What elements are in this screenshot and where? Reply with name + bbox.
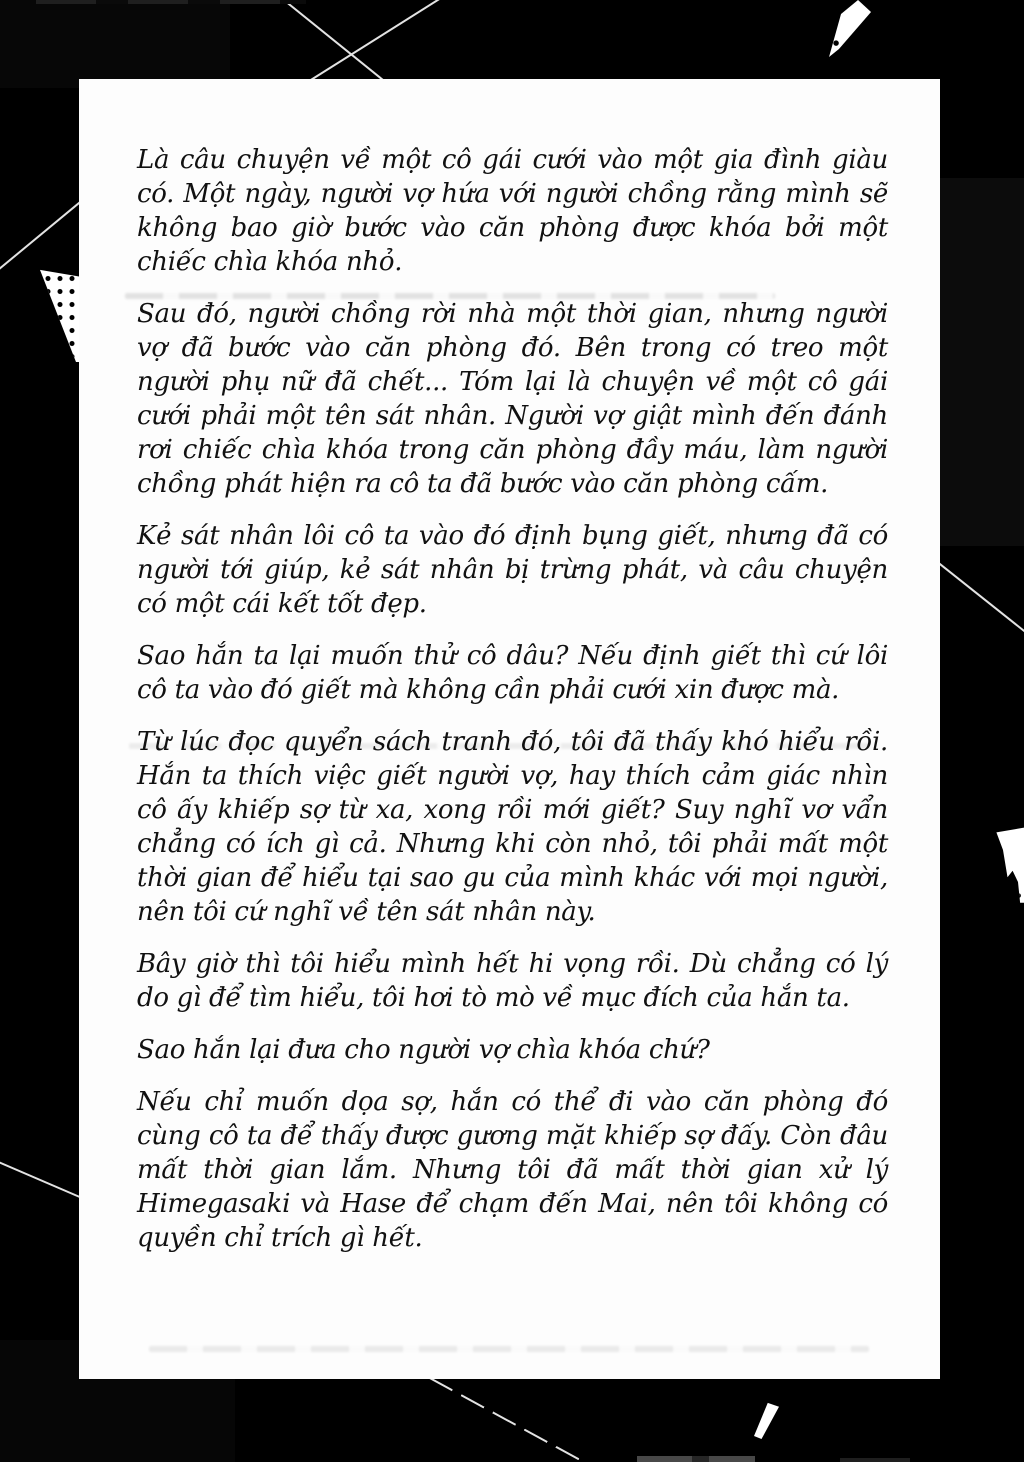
scan-edge-marks-bottom — [637, 1456, 755, 1462]
scan-edge-marks-bottom — [840, 1458, 910, 1462]
bleed-through-ghost-line — [125, 293, 775, 299]
paragraph: Sau đó, người chồng rời nhà một thời gian, nhưng người vợ đã bước vào căn phòng đó. Bên trong có treo một người phụ nữ đã chết... Tóm lại là chuyện về một cô gái cưới phải một tên sát nhân. Người vợ giật mình đến đánh rơi chiếc chìa khóa trong căn phòng đầy máu, làm người chồng phát hiện ra cô ta đã bước vào căn phòng cấm. — [137, 299, 888, 499]
background-patch — [0, 0, 230, 88]
spiky-shard-decoration-right — [994, 826, 1024, 906]
paragraph: Bây giờ thì tôi hiểu mình hết hi vọng rồi. Dù chẳng có lý do gì để tìm hiểu, tôi hơi tò mò về mục đích của hắn ta. — [137, 949, 888, 1013]
scan-edge-marks-top — [36, 0, 306, 4]
paragraph: Sao hắn ta lại muốn thử cô dâu? Nếu định giết thì cứ lôi cô ta vào đó giết mà không cần phải cưới xin được mà. — [137, 641, 888, 705]
paragraph: Từ lúc đọc quyển sách tranh đó, tôi đã thấy khó hiểu rồi. Hắn ta thích việc giết người vợ, hay thích cảm giác nhìn cô ấy khiếp sợ từ xa, xong rồi mới giết? Suy nghĩ vơ vẩn chẳng có ích gì cả. Nhưng khi còn nhỏ, tôi phải mất một thời gian để hiểu tại sao gu của mình khác với mọi người, nên tôi cứ nghĩ về tên sát nhân này. — [137, 727, 888, 927]
scratch-line-right — [938, 562, 1024, 638]
bleed-through-ghost-line — [149, 1346, 869, 1352]
paragraph: Nếu chỉ muốn dọa sợ, hắn có thể đi vào căn phòng đó cùng cô ta để thấy được gương mặt khiếp sợ đấy. Còn đâu mất thời gian lắm. Nhưng tôi đã mất thời gian xử lý Himegasaki và Hase để chạm đến Mai, nên tôi không có quyền chỉ trích gì hết. — [137, 1087, 888, 1253]
scratch-line-cross-a — [277, 0, 393, 88]
kite-shard-decoration-top-right — [826, 0, 874, 58]
scratch-line-cross-b — [293, 0, 453, 92]
bleed-through-ghost-line — [129, 743, 874, 749]
background-patch — [940, 178, 1024, 546]
page-panel — [79, 79, 940, 1379]
paragraph: Là câu chuyện về một cô gái cưới vào một gia đình giàu có. Một ngày, người vợ hứa với người chồng rằng mình sẽ không bao giờ bước vào căn phòng được khóa bởi một chiếc chìa khóa nhỏ. — [137, 145, 888, 277]
paragraph: Kẻ sát nhân lôi cô ta vào đó định bụng giết, nhưng đã có người tới giúp, kẻ sát nhân bị trừng phát, và câu chuyện có một cái kết tốt đẹp. — [137, 521, 888, 619]
text-block — [79, 79, 940, 1273]
scratch-line-left-lower — [0, 1159, 82, 1199]
scratch-line-left-upper — [0, 196, 87, 273]
paragraph: Sao hắn lại đưa cho người vợ chìa khóa chứ? — [137, 1035, 710, 1065]
wedge-shard-decoration-bottom — [754, 1401, 779, 1439]
scratch-line-bottom-dashed — [429, 1377, 604, 1462]
